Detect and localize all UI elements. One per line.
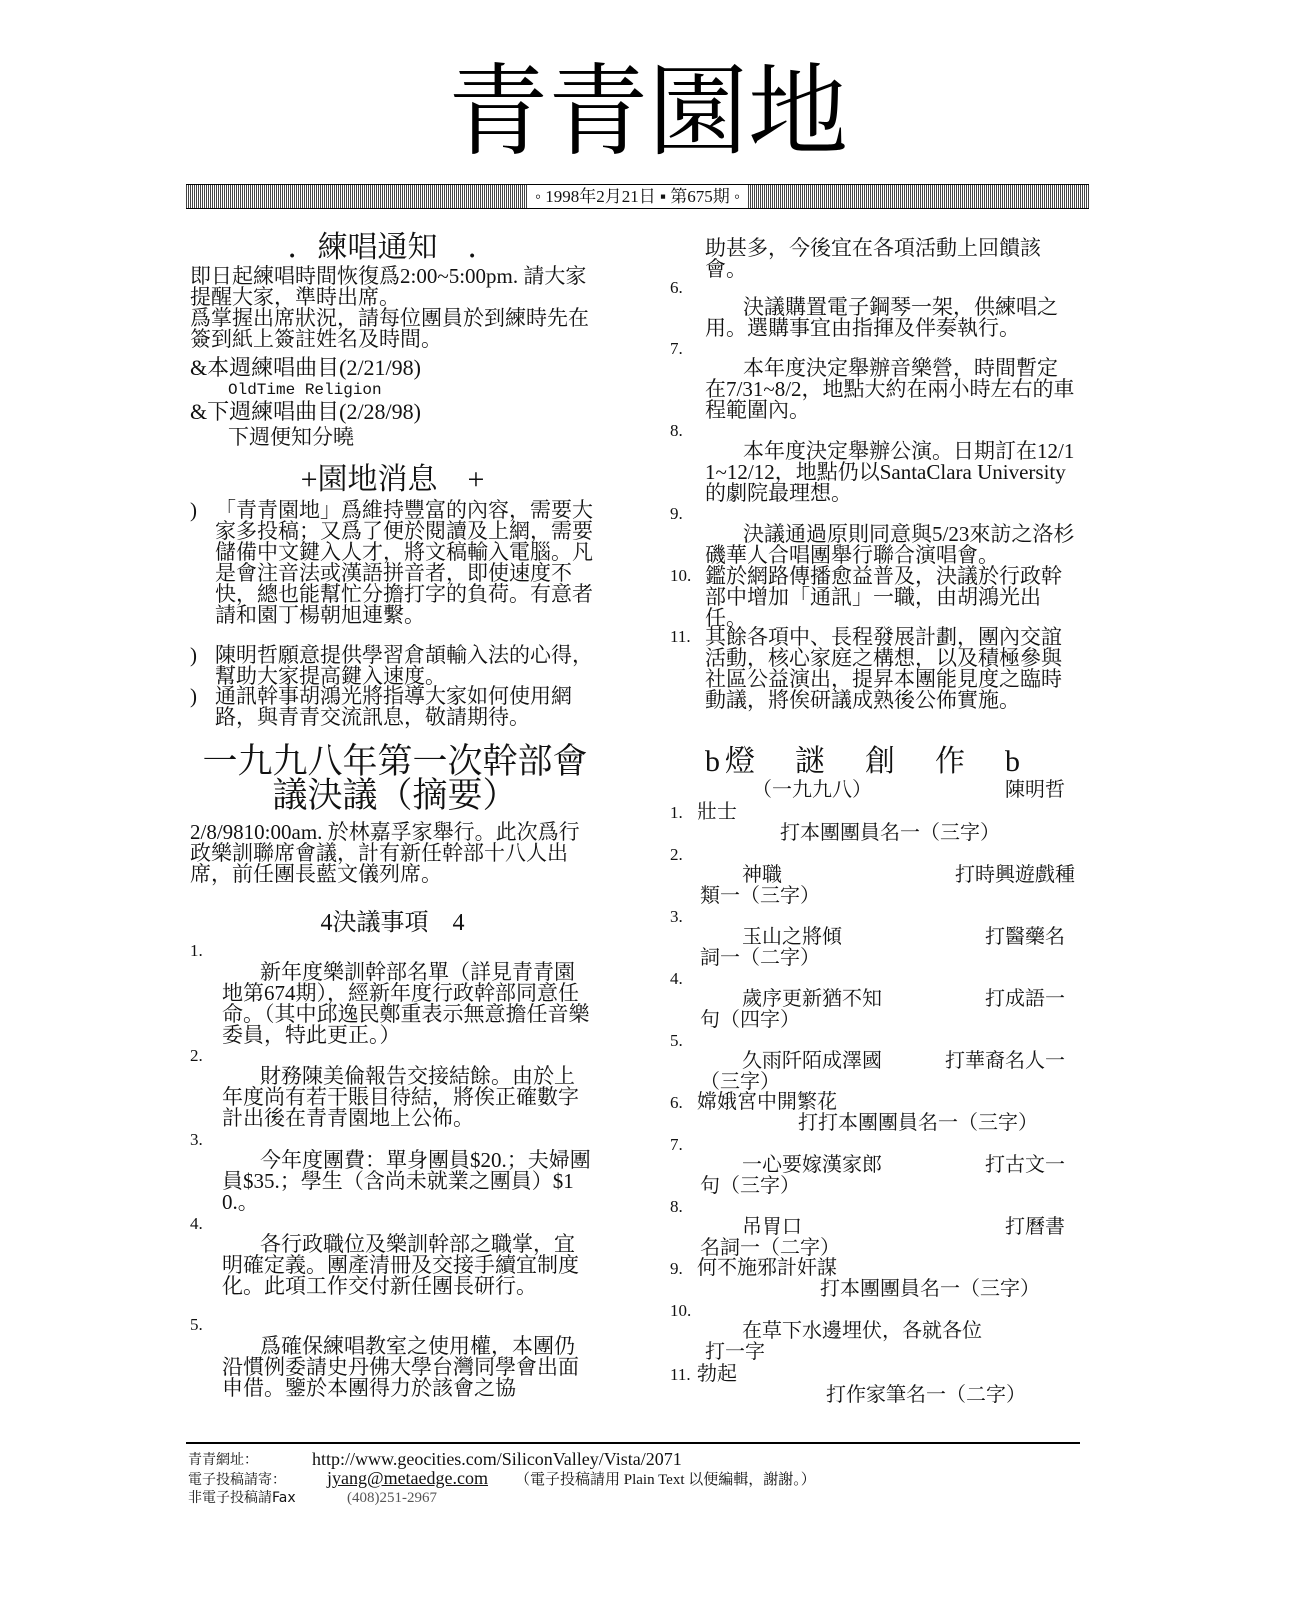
- riddle-question: 一心要嫁漢家郎: [742, 1154, 882, 1176]
- riddle-line: [670, 865, 1080, 907]
- bullet-marker: ): [190, 684, 197, 708]
- decision-text: 各行政職位及樂訓幹部之職掌，宜明確定義。團產清冊及交接手續宜制度化。此項工作交付新任團長研行。: [222, 1232, 579, 1298]
- riddle-line: [670, 1217, 1080, 1259]
- riddle-item: [670, 802, 1080, 844]
- riddle-question: 吊胃口: [742, 1216, 802, 1238]
- riddle-answer: 打時興遊戲種類一（三字）: [700, 864, 1075, 907]
- riddle-answer: 打醫藥名詞一（二字）: [700, 926, 1065, 969]
- riddle-number: 10.: [670, 1301, 692, 1320]
- fax-label-text: 非電子投稿請Fax: [188, 1490, 296, 1506]
- riddle-item: [670, 1092, 1080, 1134]
- decision-number: 8.: [670, 421, 683, 440]
- riddle-question: 歲序更新猶不知: [742, 988, 882, 1010]
- riddle-number: 2.: [670, 845, 683, 864]
- riddles-year: （一九九八）: [752, 779, 872, 801]
- fax-label: [188, 1489, 296, 1507]
- riddle-answer: 打打本團團員名一（三字）: [798, 1112, 1038, 1134]
- decision-text: 本年度決定舉辦公演。日期訂在12/11~12/12，地點仍以SantaClara University的劇院最理想。: [705, 439, 1075, 505]
- riddle-number: 9.: [670, 1259, 683, 1278]
- decisions-heading: 4決議事項 4: [320, 910, 465, 936]
- riddle-line: [670, 1364, 1080, 1385]
- riddle-number: 7.: [670, 1135, 683, 1154]
- decision-text: 今年度團費：單身團員$20.；夫婦團員$35.；學生（含尚未就業之團員）$10.。: [222, 1148, 591, 1214]
- riddle-number: 8.: [670, 1197, 683, 1216]
- riddle-answer: 打一字: [705, 1341, 765, 1363]
- riddle-question: 嫦娥宮中開繁花: [697, 1091, 837, 1113]
- decision-number: 3.: [190, 1130, 203, 1149]
- decision-number: 9.: [670, 504, 683, 523]
- riddle-number: 11.: [670, 1365, 691, 1384]
- riddle-line: [670, 802, 1080, 823]
- bullet-marker: ): [190, 498, 197, 522]
- riddle-item: [670, 1364, 1080, 1406]
- riddle-question: 玉山之將傾: [742, 926, 842, 948]
- website-label: [188, 1451, 258, 1469]
- decision-number: 1.: [190, 941, 203, 960]
- decision-text-continued: 助甚多，今後宜在各項活動上回饋該會。: [705, 236, 1041, 281]
- riddle-line: [670, 1092, 1080, 1113]
- decision-text: 爲確保練唱教室之使用權，本團仍沿慣例委請史丹佛大學台灣同學會出面申借。鑒於本團得力於該會之協: [222, 1334, 579, 1400]
- decision-number: 10.: [670, 566, 692, 585]
- riddle-line: [670, 1258, 1080, 1279]
- issue-banner: [186, 184, 1089, 209]
- decision-number: 4.: [190, 1214, 203, 1233]
- riddle-question: 壯士: [697, 801, 737, 823]
- riddle-number: 1.: [670, 803, 683, 822]
- riddle-answer: 打成語一句（四字）: [700, 988, 1065, 1031]
- riddle-question: 久雨阡陌成澤國: [742, 1050, 882, 1072]
- decision-number: 11.: [670, 627, 691, 646]
- bullet-marker: ): [190, 643, 197, 667]
- news-item: 陳明哲願意提供學習倉頡輸入法的心得，幫助大家提高鍵入速度。: [215, 643, 593, 688]
- riddle-line: [670, 989, 1080, 1031]
- riddle-question: 勃起: [697, 1363, 737, 1385]
- decision-text: 新年度樂訓幹部名單（詳見青青園地第674期），經新年度行政幹部同意任命。（其中邱逸民鄭重表示無意擔任音樂委員，特此更正。）: [222, 960, 590, 1047]
- riddle-answer: 打本團團員名一（三字）: [780, 822, 1000, 844]
- riddle-question: 何不施邪計奸謀: [697, 1257, 837, 1279]
- riddle-answer: 打作家筆名一（二字）: [826, 1384, 1026, 1406]
- decision-number: 5.: [190, 1315, 203, 1334]
- rehearsal-paragraph: 即日起練唱時間恢復爲2:00~5:00pm. 請大家提醒大家，準時出席。: [190, 264, 587, 309]
- riddle-line: [670, 1051, 1080, 1093]
- meeting-heading: 一九九八年第一次幹部會議決議（摘要）: [202, 742, 588, 815]
- decision-number: 6.: [670, 278, 683, 297]
- next-week-songs-label: &下週練唱曲目(2/28/98): [190, 399, 421, 424]
- decision-number: 2.: [190, 1046, 203, 1065]
- email-label-text: 電子投稿請寄：: [188, 1472, 286, 1488]
- riddle-line: [670, 1155, 1080, 1197]
- news-heading: +園地消息 +: [300, 463, 485, 496]
- meeting-intro: 2/8/9810:00am. 於林嘉孚家舉行。此次爲行政樂訓聯席會議，計有新任幹部十八人出席，前任團長藍文儀列席。: [190, 820, 580, 886]
- news-item: 通訊幹事胡鴻光將指導大家如何使用網路，與青青交流訊息，敬請期待。: [215, 684, 572, 729]
- riddle-answer: 打本團團員名一（三字）: [820, 1278, 1040, 1300]
- fax-number: (408)251-2967: [347, 1490, 437, 1506]
- riddle-item: [670, 1258, 1080, 1300]
- email-note: （電子投稿請用 Plain Text 以便編輯，謝謝。）: [515, 1472, 816, 1488]
- riddle-number: 4.: [670, 969, 683, 988]
- riddle-answer: 打曆書名詞一（二字）: [700, 1216, 1065, 1259]
- decision-text: 決議通過原則同意與5/23來訪之洛杉磯華人合唱團舉行聯合演唱會。: [705, 522, 1075, 567]
- issue-date-line: ◦ 1998年2月21日 ▪ 第675期 ◦: [527, 185, 748, 208]
- riddle-number: 5.: [670, 1031, 683, 1050]
- riddle-item: [670, 906, 1080, 969]
- rehearsal-paragraph: 爲掌握出席狀況，請每位團員於到練時先在簽到紙上簽註姓名及時間。: [190, 306, 589, 351]
- this-week-song: OldTime Religion: [228, 381, 382, 399]
- riddle-item: [670, 1300, 1080, 1363]
- riddle-number: 6.: [670, 1093, 683, 1112]
- rehearsal-heading: ．練唱通知 ．: [287, 231, 498, 264]
- email-label: [188, 1471, 286, 1489]
- decision-text: 決議購置電子鋼琴一架，供練唱之用。選購事宜由指揮及伴奏執行。: [705, 295, 1058, 340]
- riddle-item: [670, 1134, 1080, 1197]
- riddle-question: 神職: [742, 864, 782, 886]
- riddle-answer: 打古文一句（三字）: [700, 1154, 1065, 1197]
- riddle-number: 3.: [670, 907, 683, 926]
- riddle-question: 在草下水邊埋伏，各就各位: [742, 1320, 982, 1342]
- decision-text: 其餘各項中、長程發展計劃，團內交誼活動，核心家庭之構想，以及積極參與社區公益演出，提昇本團能見度之臨時動議，將俟研議成熟後公佈實施。: [705, 625, 1062, 712]
- riddles-heading: b燈 謎 創 作 b: [705, 745, 1025, 778]
- next-week-song: 下週便知分曉: [228, 425, 354, 449]
- riddles-author: 陳明哲: [1005, 779, 1065, 801]
- riddle-item: [670, 968, 1080, 1031]
- riddle-item: [670, 844, 1080, 907]
- decision-number: 7.: [670, 339, 683, 358]
- riddle-answer: 打華裔名人一（三字）: [700, 1050, 1065, 1093]
- newsletter-title: 青青園地: [448, 53, 848, 170]
- riddle-item: [670, 1196, 1080, 1259]
- website-label-text: 青青網址：: [188, 1452, 258, 1468]
- decision-text: 本年度決定舉辦音樂營，時間暫定在7/31~8/2，地點大約在兩小時左右的車程範圍內。: [705, 356, 1075, 422]
- website-link[interactable]: http://www.geocities.com/SiliconValley/Vista/2071: [312, 1449, 682, 1469]
- footer-divider: [186, 1442, 1080, 1444]
- riddle-item: [670, 1030, 1080, 1093]
- decision-text: 財務陳美倫報告交接結餘。由於上年度尚有若干賬目待結，將俟正確數字計出後在青青園地上公佈。: [222, 1064, 579, 1130]
- riddle-line: [670, 927, 1080, 969]
- decision-text: 鑑於網路傳播愈益普及，決議於行政幹部中增加「通訊」一職，由胡鴻光出任。: [705, 564, 1062, 630]
- email-link[interactable]: jyang@metaedge.com: [327, 1468, 489, 1488]
- this-week-songs-label: &本週練唱曲目(2/21/98): [190, 355, 421, 380]
- news-item: 「青青園地」爲維持豐富的內容，需要大家多投稿；又爲了便於閱讀及上網，需要儲備中文鍵入人才，將文稿輸入電腦。凡是會注音法或漢語拼音者，即使速度不快，總也能幫忙分擔打字的負荷。有意者請和園丁楊朝旭連繫。: [215, 498, 593, 627]
